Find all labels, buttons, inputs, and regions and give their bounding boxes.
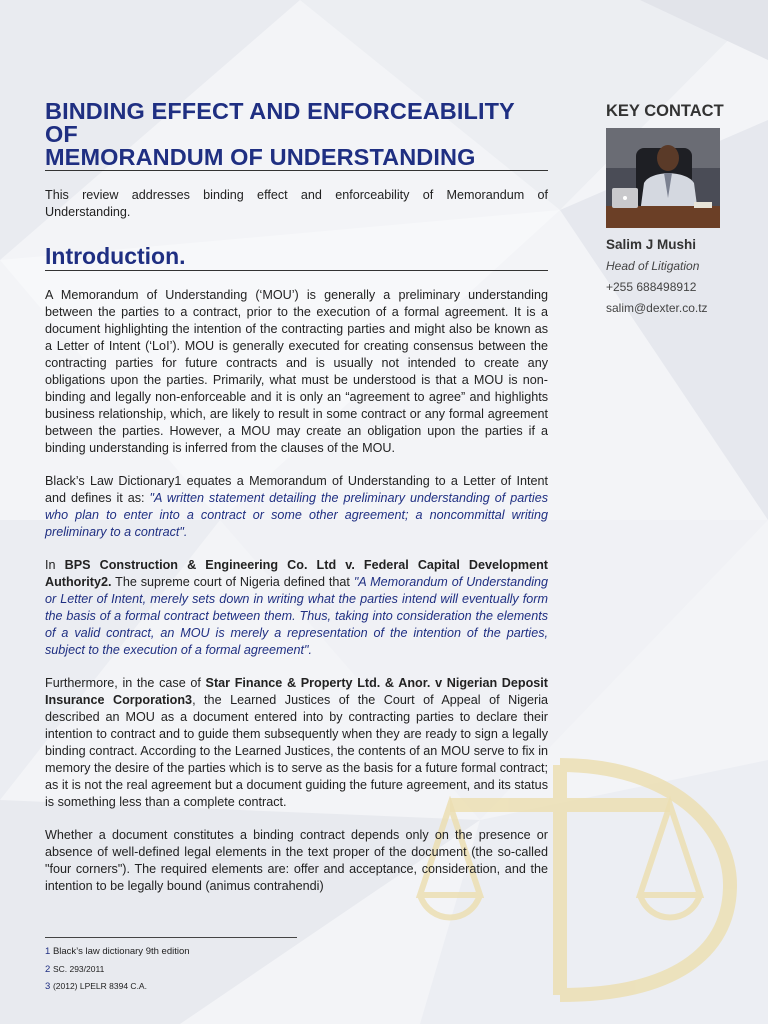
footnotes [45, 944, 190, 996]
summary-paragraph: This review addresses binding effect and enforceability of Memorandum of Understanding. [45, 188, 548, 219]
introduction-heading: Introduction. [45, 243, 548, 271]
document-title [45, 100, 548, 171]
paragraph-4-rest: , the Learned Justices of the Court of Appeal of Nigeria described an MOU as a document entered into by contracting parties to declare their intention to contract and to guide them subsequently when they are ready to sign a legally binding contract. According to the Learned Justices, the contents of an MOU serve to fix in memory the desire of the parties which is to serve as the basis for a future formal contract; as it is not the real agreement but a document guiding the future agreement, and its status is something less than a complete contract. [45, 693, 548, 809]
title-line-1: BINDING EFFECT AND ENFORCEABILITY OF [45, 98, 515, 147]
title-line-2: MEMORANDUM OF UNDERSTANDING [45, 144, 476, 170]
paragraph-5: Whether a document constitutes a binding contract depends only on the presence or absence of well-defined legal elements in the text proper of the document (the so-called "four corners"). The required elements are: offer and acceptance, consideration, and the intention to be legally bound (animus contrahendi) [45, 828, 548, 893]
paragraph-4 [45, 675, 548, 811]
paragraph-3-quote: "A Memorandum of Understanding or Letter of Intent, merely sets down in writing what the parties intend will eventually form the basis of a formal contract between them. Thus, taking into consideration the elements of a valid contract, an MOU is merely a representation of the intention of the parties, subject to the execution of a formal agreement". [45, 575, 549, 657]
key-contact-sidebar [606, 100, 736, 316]
contact-name: Salim J Mushi [606, 237, 697, 252]
portrait-illustration [606, 128, 720, 228]
footnote-1: 1 Black’s law dictionary 9th edition [45, 946, 190, 957]
paragraph-3-case: BPS Construction & Engineering Co. Ltd v. Federal Capital Development Authority2. [45, 558, 548, 589]
footnote-divider [45, 937, 297, 938]
key-contact-heading: KEY CONTACT [606, 102, 724, 120]
contact-phone[interactable]: +255 688498912 [606, 280, 697, 294]
contact-email-link[interactable]: salim@dexter.co.tz [606, 301, 708, 315]
paragraph-3-mid: The supreme court of Nigeria defined that [111, 575, 354, 589]
contact-portrait [606, 128, 720, 228]
paragraph-2-quote: "A written statement detailing the preliminary understanding of parties who plan to enter into a contract or some other agreement; a noncommittal writing preliminary to a contract". [45, 491, 549, 539]
contact-role: Head of Litigation [606, 259, 700, 273]
main-column [45, 100, 548, 895]
paragraph-2-lead: Black’s Law Dictionary1 equates a Memorandum of Understanding to a Letter of Intent and defines it as: [45, 474, 548, 505]
paragraph-1: A Memorandum of Understanding (‘MOU’) is generally a preliminary understanding between the parties to a contract, prior to the execution of a formal agreement. It is a document highlighting the intention of the contracting parties and might also be known as a Letter of Intent (‘LoI’). MOU is generally executed for creating consensus between the contracting parties for future contracts and is usually not intended to create any obligations upon the parties. Primarily, what must be understood is that a MOU is non-binding and legally non-enforceable and it is only an “agreement to agree” and highlights business relationship, which, are likely to result in some contract or any formal agreement between the parties. However, a MOU may create an obligation upon the parties if a binding understanding is inferred from the clauses of the MOU. [45, 288, 548, 455]
paragraph-3 [45, 557, 548, 659]
footnote-2: 2 SC. 293/2011 [45, 963, 105, 975]
paragraph-4-lead: Furthermore, in the case of [45, 676, 206, 690]
paragraph-2 [45, 473, 548, 541]
footnote-3: 3 (2012) LPELR 8394 C.A. [45, 981, 147, 992]
paragraph-3-in: In [45, 558, 65, 572]
paragraph-4-case: Star Finance & Property Ltd. & Anor. v Nigerian Deposit Insurance Corporation3 [45, 676, 548, 707]
